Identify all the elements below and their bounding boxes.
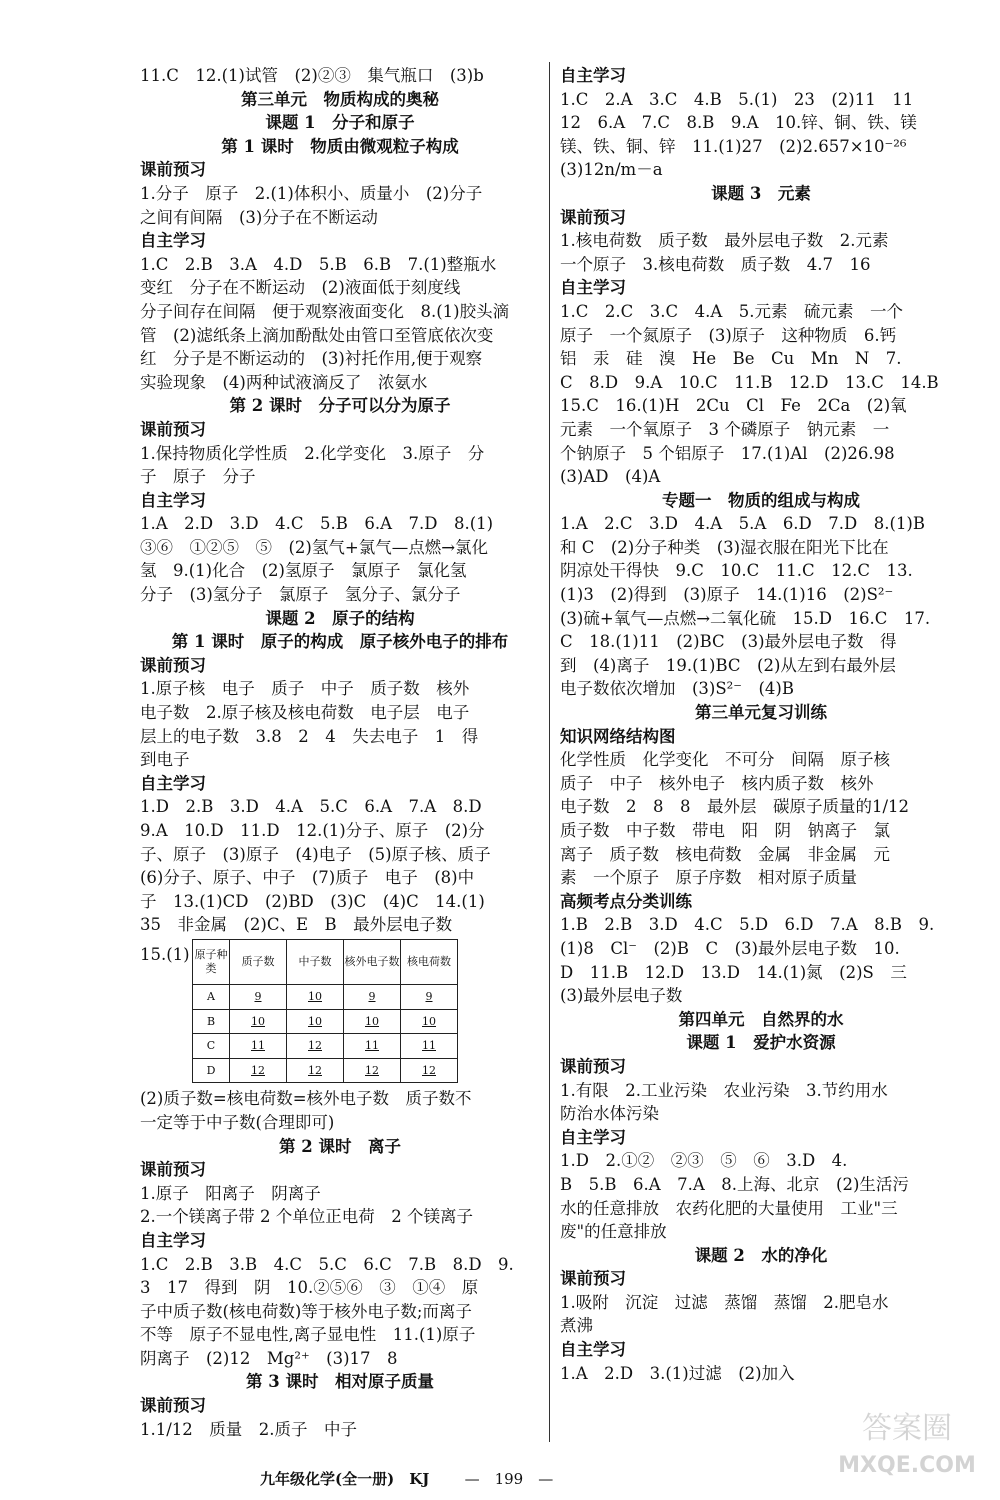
answer-line: 1.原子核 电子 质子 中子 质子数 核外: [140, 679, 470, 699]
answer-line: D 11.B 12.D 13.D 14.(1)氮 (2)S 三: [560, 962, 907, 982]
answer-line: C 18.(1)11 (2)BC (3)最外层电子数 得: [560, 632, 897, 652]
section-title: 第 1 课时 物质由微观粒子构成: [221, 136, 459, 156]
table-cell: 12: [422, 1063, 436, 1077]
answer-line: 1.C 2.A 3.C 4.B 5.(1) 23 (2)11 11: [560, 89, 914, 109]
table-cell-box: [230, 1058, 287, 1083]
answer-line: 1.1/12 质量 2.质子 中子: [140, 1419, 358, 1439]
answer-line: ③⑥ ①②⑤ ⑤ (2)氢气+氯气—点燃→氯化: [140, 537, 489, 557]
answer-line: 1.核电荷数 质子数 最外层电子数 2.元素: [560, 231, 889, 251]
table-row: [193, 1058, 458, 1083]
table-header-cell: 中子数: [287, 939, 344, 984]
subsection-heading: 自主学习: [140, 490, 206, 510]
answer-line: 12 6.A 7.C 8.B 9.A 10.锌、铜、铁、镁: [560, 113, 917, 133]
answer-line: 红 分子是不断运动的 (3)衬托作用,便于观察: [140, 349, 483, 369]
answer-line: 质子 中子 核外电子 核内质子数 核外: [560, 773, 874, 793]
answer-line: 阴离子 (2)12 Mg²⁺ (3)17 8: [140, 1348, 398, 1368]
answer-table-block: [140, 939, 540, 1083]
answer-line: 1.分子 原子 2.(1)体积小、质量小 (2)分子: [140, 183, 483, 203]
table-cell: 10: [251, 1014, 265, 1028]
table-cell-box: [193, 1009, 230, 1034]
answer-line: 实验现象 (4)两种试液滴反了 浓氨水: [140, 372, 428, 392]
section-title: 第四单元 自然界的水: [678, 1009, 844, 1029]
table-cell: 10: [365, 1014, 379, 1028]
answer-line: 1.A 2.C 3.D 4.A 5.A 6.D 7.D 8.(1)B: [560, 514, 925, 534]
section-title: 课题 1 分子和原子: [265, 113, 415, 133]
answer-line: 水的任意排放 农药化肥的大量使用 工业"三: [560, 1198, 898, 1218]
answer-line: C 8.D 9.A 10.C 11.B 12.D 13.C 14.B: [560, 372, 939, 392]
section-title: 课题 1 爱护水资源: [686, 1033, 836, 1053]
table-cell: 11: [422, 1039, 436, 1053]
answer-line: 子、原子 (3)原子 (4)电子 (5)原子核、质子: [140, 844, 491, 864]
subsection-heading: 课前预习: [140, 1160, 206, 1180]
answer-line: B 5.B 6.A 7.A 8.上海、北京 (2)生活污: [560, 1174, 909, 1194]
table-cell: B: [206, 1014, 216, 1028]
answer-line: 到 (4)离子 19.(1)BC (2)从左到右最外层: [560, 655, 896, 675]
answer-line: 化学性质 化学变化 不可分 间隔 原子核: [560, 750, 890, 770]
table-header-cell: 核电荷数: [401, 939, 458, 984]
table-cell: 12: [251, 1063, 265, 1077]
subsection-heading: 课前预习: [140, 160, 206, 180]
answer-line: 素 一个原子 原子序数 相对原子质量: [560, 868, 857, 888]
answer-line: 一定等于中子数(合理即可): [140, 1112, 335, 1132]
answer-line: 一个原子 3.核电荷数 质子数 4.7 16: [560, 254, 871, 274]
table-cell: 10: [308, 1014, 322, 1028]
table-row: [193, 984, 458, 1009]
table-row: [193, 1034, 458, 1059]
subsection-heading: 自主学习: [560, 1340, 626, 1360]
table-cell: 11: [365, 1039, 379, 1053]
table-cell: 12: [308, 1039, 322, 1053]
answer-line: 质子数 中子数 带电 阳 阴 钠离子 氯: [560, 821, 890, 840]
table-cell: A: [207, 989, 215, 1003]
table-cell-box: [287, 1034, 344, 1059]
table-cell-box: [230, 1009, 287, 1034]
table-cell: 9: [425, 989, 433, 1003]
watermark-logo: [832, 1402, 982, 1482]
answer-line: 子中质子数(核电荷数)等于核外电子数;而离子: [140, 1301, 472, 1321]
answer-line: 电子数依次增加 (3)S²⁻ (4)B: [560, 679, 794, 699]
answer-line: (3)AD (4)A: [560, 467, 661, 487]
answer-line: 1.原子 阳离子 阴离子: [140, 1183, 321, 1203]
table-row: [193, 1009, 458, 1034]
left-column: [140, 64, 540, 1441]
table-cell: D: [206, 1063, 216, 1077]
subsection-heading: 高频考点分类训练: [560, 891, 692, 911]
answer-line: 1.有限 2.工业污染 农业污染 3.节约用水: [560, 1080, 888, 1100]
subsection-heading: 自主学习: [560, 66, 626, 85]
subsection-heading: 课前预习: [140, 655, 206, 675]
answer-line: 防治水体污染: [560, 1104, 659, 1124]
answer-line: 子 13.(1)CD (2)BD (3)C (4)C 14.(1): [140, 891, 485, 911]
table-cell-box: [344, 1058, 401, 1083]
watermark-line2: MXQE.COM: [838, 1453, 976, 1478]
answer-line: 11.C 12.(1)试管 (2)②③ 集气瓶口 (3)b: [140, 66, 484, 85]
table-cell-box: [230, 1034, 287, 1059]
subsection-heading: 课前预习: [560, 1269, 626, 1289]
right-column: [560, 64, 962, 1385]
footer-book-title: 九年级化学(全一册) KJ: [260, 1470, 430, 1488]
answer-line: (1)8 Cl⁻ (2)B C (3)最外层电子数 10.: [560, 938, 900, 958]
answer-line: 1.B 2.B 3.D 4.C 5.D 6.D 7.A 8.B 9.: [560, 915, 935, 935]
table-cell-box: [401, 984, 458, 1009]
section-title: 第 2 课时 分子可以分为原子: [229, 396, 451, 416]
answer-line: 1.保持物质化学性质 2.化学变化 3.原子 分: [140, 443, 485, 463]
atom-structure-table: [192, 939, 458, 1083]
answer-line: 阴凉处干得快 9.C 10.C 11.C 12.C 13.: [560, 561, 913, 581]
answer-line: 3 17 得到 阴 10.②⑤⑥ ③ ①④ 原: [140, 1278, 479, 1298]
table-cell: 10: [422, 1014, 436, 1028]
answer-line: 2.一个镁离子带 2 个单位正电荷 2 个镁离子: [140, 1207, 473, 1227]
section-title: 专题一 物质的组成与构成: [662, 490, 860, 510]
table-cell-box: [193, 1034, 230, 1059]
answer-line: 1.A 2.D 3.(1)过滤 (2)加入: [560, 1363, 795, 1383]
answer-line: 1.D 2.B 3.D 4.A 5.C 6.A 7.A 8.D: [140, 797, 482, 817]
watermark-line1: 答案圈: [862, 1411, 952, 1446]
answer-line: (3)12n/m－a: [560, 160, 663, 180]
answer-line: 原子 一个氮原子 (3)原子 这种物质 6.钙: [560, 325, 897, 345]
table-cell: 12: [365, 1063, 379, 1077]
subsection-heading: 自主学习: [560, 1127, 626, 1147]
answer-line: 废"的任意排放: [560, 1222, 667, 1242]
answer-line: 到电子: [140, 750, 190, 770]
answer-line: 离子 质子数 核电荷数 金属 非金属 元: [560, 844, 890, 864]
table-header-cell: 质子数: [230, 939, 287, 984]
subsection-heading: 课前预习: [140, 1396, 206, 1416]
table-cell-box: [287, 1058, 344, 1083]
subsection-heading: 课前预习: [560, 207, 626, 227]
section-title: 第 1 课时 原子的构成 原子核外电子的排布: [171, 632, 509, 652]
answer-line: 和 C (2)分子种类 (3)湿衣服在阳光下比在: [560, 537, 889, 557]
table-cell-box: [230, 984, 287, 1009]
answer-line: 9.A 10.D 11.D 12.(1)分子、原子 (2)分: [140, 821, 485, 840]
subsection-heading: 自主学习: [560, 278, 626, 298]
subsection-heading: 自主学习: [140, 231, 206, 251]
table-cell-box: [193, 984, 230, 1009]
page-footer: [260, 1468, 553, 1489]
table-header-cell: 原子种类: [193, 939, 230, 984]
section-title: 课题 2 水的净化: [694, 1245, 828, 1265]
answer-line: 1.A 2.D 3.D 4.C 5.B 6.A 7.D 8.(1): [140, 514, 494, 534]
section-title: 第 3 课时 相对原子质量: [246, 1372, 434, 1392]
column-divider: [549, 62, 550, 1442]
table-cell-box: [344, 984, 401, 1009]
answer-line: (2)质子数=核电荷数=核外电子数 质子数不: [140, 1089, 472, 1109]
answer-line: 35 非金属 (2)C、E B 最外层电子数: [140, 915, 453, 935]
table-cell-box: [287, 1009, 344, 1034]
table-cell: 9: [368, 989, 376, 1003]
answer-line: 1.C 2.C 3.C 4.A 5.元素 硫元素 一个: [560, 301, 904, 321]
section-title: 第三单元复习训练: [695, 703, 827, 723]
subsection-heading: 课前预习: [560, 1056, 626, 1076]
table-cell-box: [193, 1058, 230, 1083]
answer-line: 分子间存在间隔 便于观察液面变化 8.(1)胶头滴: [140, 301, 510, 321]
table-cell: 11: [251, 1039, 265, 1053]
answer-line: (1)3 (2)得到 (3)原子 14.(1)16 (2)S²⁻: [560, 585, 894, 605]
section-title: 第三单元 物质构成的奥秘: [241, 89, 439, 109]
section-title: 课题 3 元素: [711, 183, 811, 203]
answer-line: 电子数 2 8 8 最外层 碳原子质量的1/12: [560, 797, 910, 817]
table-cell: C: [206, 1039, 216, 1053]
table-cell-box: [344, 1034, 401, 1059]
answer-line: 镁、铁、铜、锌 11.(1)27 (2)2.657×10⁻²⁶: [560, 136, 907, 156]
answer-line: 管 (2)滤纸条上滴加酚酞处由管口至管底依次变: [140, 325, 494, 345]
table-header-cell: 核外电子数: [344, 939, 401, 984]
subsection-heading: 自主学习: [140, 1230, 206, 1250]
table-cell: 10: [308, 989, 322, 1003]
answer-line: 电子数 2.原子核及核电荷数 电子层 电子: [140, 703, 470, 723]
table-cell-box: [287, 984, 344, 1009]
answer-line: (3)硫+氧气—点燃→二氧化硫 15.D 16.C 17.: [560, 608, 931, 628]
table-cell: 9: [254, 989, 262, 1003]
table-cell: 12: [308, 1063, 322, 1077]
answer-line: 之间有间隔 (3)分子在不断运动: [140, 207, 378, 227]
answer-line: 1.C 2.B 3.B 4.C 5.C 6.C 7.B 8.D 9.: [140, 1254, 514, 1274]
answer-line: (6)分子、原子、中子 (7)质子 电子 (8)中: [140, 868, 475, 888]
table-cell-box: [401, 1009, 458, 1034]
answer-line: 分子 (3)氢分子 氯原子 氢分子、氯分子: [140, 585, 461, 605]
answer-line: 15.C 16.(1)H 2Cu Cl Fe 2Ca (2)氧: [560, 396, 907, 416]
subsection-heading: 自主学习: [140, 773, 206, 793]
question-label: 15.(1): [140, 944, 190, 964]
answer-line: (3)最外层电子数: [560, 986, 683, 1006]
answer-line: 变红 分子在不断运动 (2)液面低于刻度线: [140, 278, 461, 298]
answer-line: 1.C 2.B 3.A 4.D 5.B 6.B 7.(1)整瓶水: [140, 254, 497, 274]
answer-line: 个钠原子 5 个铝原子 17.(1)Al (2)26.98: [560, 443, 895, 463]
answer-line: 元素 一个氧原子 3 个磷原子 钠元素 一: [560, 419, 890, 439]
answer-line: 铝 汞 硅 溴 He Be Cu Mn N 7.: [560, 349, 902, 369]
page-number: — 199 —: [464, 1470, 554, 1488]
answer-line: 层上的电子数 3.8 2 4 失去电子 1 得: [140, 726, 479, 746]
answer-line: 氢 9.(1)化合 (2)氢原子 氯原子 氯化氢: [140, 561, 467, 581]
subsection-heading: 课前预习: [140, 419, 206, 439]
table-cell-box: [401, 1034, 458, 1059]
answer-line: 不等 原子不显电性,离子显电性 11.(1)原子: [140, 1325, 476, 1345]
subsection-heading: 知识网络结构图: [560, 726, 676, 746]
section-title: 第 2 课时 离子: [279, 1136, 401, 1156]
answer-line: 煮沸: [560, 1316, 593, 1336]
table-cell-box: [344, 1009, 401, 1034]
answer-line: 1.D 2.①② ②③ ⑤ ⑥ 3.D 4.: [560, 1151, 848, 1171]
section-title: 课题 2 原子的结构: [265, 608, 415, 628]
answer-line: 子 原子 分子: [140, 467, 256, 487]
answer-line: 1.吸附 沉淀 过滤 蒸馏 蒸馏 2.肥皂水: [560, 1292, 889, 1312]
table-cell-box: [401, 1058, 458, 1083]
